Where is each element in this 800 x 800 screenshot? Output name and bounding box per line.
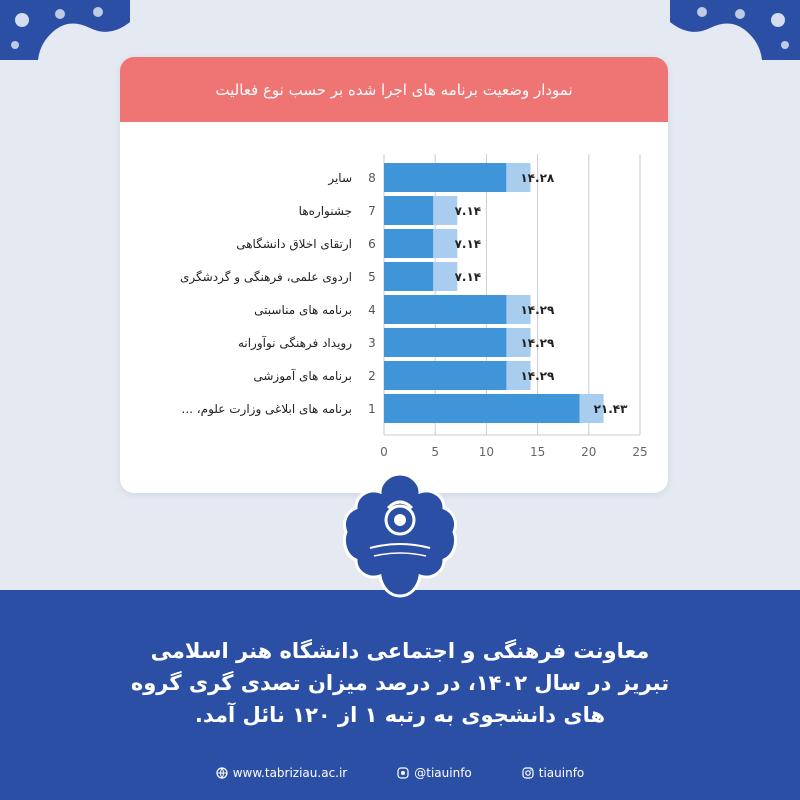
category-number: 3 <box>368 336 376 350</box>
corner-ornament-left <box>0 0 130 60</box>
category-number: 5 <box>368 270 376 284</box>
bar-value-label: ۷.۱۴ <box>454 204 482 218</box>
x-tick-label: 5 <box>431 445 440 459</box>
category-label: اردوی علمی، فرهنگی و گردشگری <box>180 270 352 284</box>
chart-title: نمودار وضعیت برنامه های اجرا شده بر حسب نوع فعالیت <box>120 57 668 122</box>
corner-ornament-right <box>670 0 800 60</box>
handle-1-text[interactable]: @tiauinfo <box>414 766 472 780</box>
bar-value-label-bg <box>433 229 457 258</box>
category-number: 4 <box>368 303 376 317</box>
category-number: 7 <box>368 204 376 218</box>
category-number: 6 <box>368 237 376 251</box>
category-label: سایر <box>328 171 352 185</box>
messenger-icon <box>397 767 409 779</box>
x-tick-label: 15 <box>529 445 546 459</box>
category-label: جشنواره‌ها <box>298 204 352 218</box>
bar-value-label-bg <box>433 196 457 225</box>
bar-value-label: ۱۴.۲۸ <box>520 171 555 185</box>
bar-value-label-bg <box>433 262 457 291</box>
bar-value-label: ۱۴.۲۹ <box>520 369 555 383</box>
instagram-icon <box>522 767 534 779</box>
category-label: برنامه های مناسبتی <box>254 303 352 317</box>
university-logo <box>340 470 460 600</box>
headline-text: معاونت فرهنگی و اجتماعی دانشگاه هنر اسلامی تبریز در سال ۱۴۰۲، در درصد میزان تصدی گری گروه های دانشجوی به رتبه ۱ از ۱۲۰ نائل آمد. <box>130 639 670 727</box>
category-label: ارتقای اخلاق دانشگاهی <box>236 237 352 251</box>
category-label: رویداد فرهنگی نوآورانه <box>237 336 352 350</box>
x-tick-label: 10 <box>478 445 495 459</box>
website-link[interactable]: www.tabriziau.ac.ir <box>232 766 348 780</box>
x-tick-label: 25 <box>632 445 648 459</box>
bar <box>384 394 603 423</box>
x-tick-label: 0 <box>380 445 388 459</box>
footer <box>0 762 800 784</box>
category-number: 8 <box>368 171 376 185</box>
category-label: برنامه های آموزشی <box>253 369 352 383</box>
handle-2-text[interactable]: tiauinfo <box>538 766 585 780</box>
chart-card <box>120 57 668 493</box>
footer-handle-2[interactable] <box>522 762 585 784</box>
category-label: برنامه های ابلاغی وزارت علوم، ... <box>181 402 352 416</box>
globe-icon <box>216 767 228 779</box>
bar-value-label: ۷.۱۴ <box>454 270 482 284</box>
footer-handle-1[interactable] <box>397 762 472 784</box>
category-number: 2 <box>368 369 376 383</box>
x-tick-label: 20 <box>581 445 597 459</box>
footer-website[interactable] <box>216 762 348 784</box>
bar-chart <box>120 57 668 493</box>
category-number: 1 <box>368 402 376 416</box>
bar-value-label: ۱۴.۲۹ <box>520 303 555 317</box>
bar-value-label: ۷.۱۴ <box>454 237 482 251</box>
bar-value-label: ۲۱.۴۳ <box>593 402 628 416</box>
bar-value-label: ۱۴.۲۹ <box>520 336 555 350</box>
